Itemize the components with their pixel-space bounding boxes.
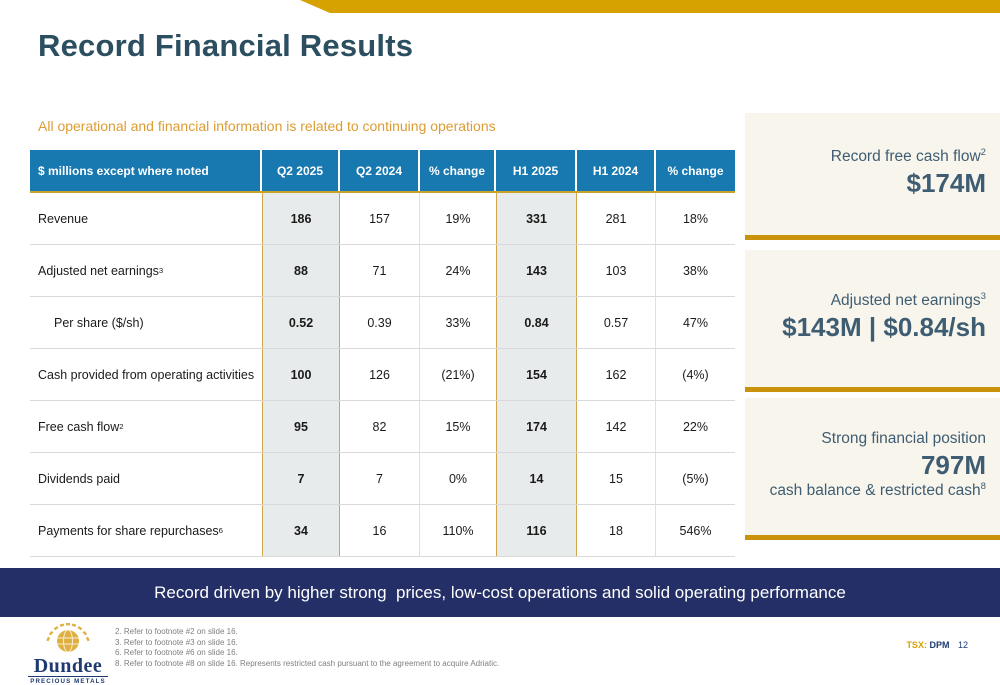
table-cell: 38% bbox=[682, 263, 709, 278]
table-cell: 174 bbox=[496, 401, 577, 452]
table-cell: 154 bbox=[496, 349, 577, 400]
table-cell: 16 bbox=[340, 505, 420, 556]
table-cell: 0% bbox=[448, 471, 468, 486]
callout-value: $143M | $0.84/sh bbox=[782, 312, 986, 342]
footnotes bbox=[115, 627, 499, 669]
table-row bbox=[30, 245, 735, 297]
dundee-globe-icon bbox=[40, 622, 96, 652]
column-header: % change bbox=[667, 163, 724, 178]
table-cell: 331 bbox=[496, 193, 577, 244]
key-message-banner bbox=[0, 568, 1000, 617]
logo-tagline: PRECIOUS METALS bbox=[28, 676, 108, 685]
table-cell: 0.57 bbox=[577, 297, 656, 348]
column-header: H1 2024 bbox=[577, 150, 656, 191]
table-cell: (5%) bbox=[682, 471, 709, 486]
table-cell: 33% bbox=[445, 315, 471, 330]
key-message-text: Record driven by higher strong prices, low-cost operations and solid operating performance bbox=[154, 582, 846, 602]
table-cell: 24% bbox=[445, 263, 471, 278]
column-header: Q2 2024 bbox=[340, 150, 420, 191]
table-row bbox=[30, 297, 735, 349]
table-row bbox=[30, 401, 735, 453]
row-label: Payments for share repurchases 6 bbox=[38, 523, 223, 538]
column-header: H1 2025 bbox=[496, 150, 577, 191]
table-cell: 95 bbox=[262, 401, 340, 452]
ticker-exchange-label: TSX: bbox=[906, 640, 927, 650]
page-title: Record Financial Results bbox=[38, 28, 414, 63]
callout-title: Strong financial position bbox=[821, 430, 986, 447]
row-label: Revenue bbox=[38, 211, 89, 226]
callout-title: Adjusted net earnings$^3$ bbox=[830, 290, 986, 309]
callout-adjusted-net-earnings bbox=[745, 250, 1000, 392]
column-header: % change bbox=[420, 150, 496, 191]
dundee-logo bbox=[28, 622, 108, 685]
subtitle-note: All operational and financial information is related to continuing operations bbox=[38, 118, 496, 134]
footnote-line: 6. Refer to footnote #6 on slide 16. bbox=[115, 648, 238, 657]
callout-financial-position bbox=[745, 398, 1000, 540]
gold-ribbon-decoration bbox=[300, 0, 1000, 13]
footnote-line: 8. Refer to footnote #8 on slide 16. Represents restricted cash pursuant to the agreement to acquire Adriatic. bbox=[115, 658, 500, 668]
table-row bbox=[30, 349, 735, 401]
table-row bbox=[30, 453, 735, 505]
table-body bbox=[30, 193, 735, 557]
row-label: Free cash flow 2 bbox=[38, 419, 124, 434]
callout-value: 797M bbox=[920, 450, 986, 480]
row-label: Adjusted net earnings 3 bbox=[38, 263, 164, 278]
callout-title: Record free cash flow$^2$ bbox=[830, 146, 986, 165]
table-cell: 88 bbox=[262, 245, 340, 296]
table-row bbox=[30, 505, 735, 557]
slide-page-number: 12 bbox=[957, 640, 968, 650]
table-row bbox=[30, 193, 735, 245]
ticker-symbol: DPM bbox=[929, 640, 950, 650]
table-cell: 0.39 bbox=[340, 297, 420, 348]
table-cell: 162 bbox=[577, 349, 656, 400]
ticker-and-page bbox=[906, 640, 968, 650]
table-cell: 7 bbox=[340, 453, 420, 504]
table-cell: 7 bbox=[262, 453, 340, 504]
footnote-line: 3. Refer to footnote #3 on slide 16. bbox=[115, 637, 238, 647]
table-cell: 0.84 bbox=[496, 297, 577, 348]
footnote-line: 2. Refer to footnote #2 on slide 16. bbox=[115, 627, 238, 636]
table-cell: 22% bbox=[682, 419, 709, 434]
table-cell: 82 bbox=[340, 401, 420, 452]
table-cell: 47% bbox=[682, 315, 709, 330]
table-cell: 15% bbox=[445, 419, 471, 434]
table-cell: 281 bbox=[577, 193, 656, 244]
table-cell: 14 bbox=[496, 453, 577, 504]
table-cell: 100 bbox=[262, 349, 340, 400]
table-cell: 142 bbox=[577, 401, 656, 452]
table-cell: (21%) bbox=[441, 367, 475, 382]
table-cell: 143 bbox=[496, 245, 577, 296]
column-header: Q2 2025 bbox=[262, 150, 340, 191]
table-cell: 18 bbox=[577, 505, 656, 556]
row-label: Cash provided from operating activities bbox=[38, 367, 255, 382]
table-cell: 0.52 bbox=[262, 297, 340, 348]
column-header: $ millions except where noted bbox=[30, 150, 262, 191]
table-cell: 15 bbox=[577, 453, 656, 504]
table-cell: 186 bbox=[262, 193, 340, 244]
row-label: Dividends paid bbox=[38, 471, 120, 486]
callout-free-cash-flow bbox=[745, 113, 1000, 240]
table-cell: 71 bbox=[340, 245, 420, 296]
table-cell: 34 bbox=[262, 505, 340, 556]
callout-caption: cash balance & restricted cash$^8$ bbox=[769, 480, 986, 499]
callout-value: $174M bbox=[906, 167, 986, 198]
table-cell: 110% bbox=[442, 523, 474, 538]
table-cell: 116 bbox=[496, 505, 577, 556]
table-cell: 103 bbox=[577, 245, 656, 296]
financial-results-table bbox=[30, 150, 735, 557]
table-cell: (4%) bbox=[682, 367, 709, 382]
table-cell: 18% bbox=[682, 211, 709, 226]
logo-wordmark: Dundee bbox=[33, 655, 103, 677]
table-header-row bbox=[30, 150, 735, 193]
table-cell: 126 bbox=[340, 349, 420, 400]
table-cell: 157 bbox=[340, 193, 420, 244]
row-label: Per share ($/sh) bbox=[54, 315, 144, 330]
table-cell: 546% bbox=[679, 523, 712, 538]
table-cell: 19% bbox=[445, 211, 471, 226]
